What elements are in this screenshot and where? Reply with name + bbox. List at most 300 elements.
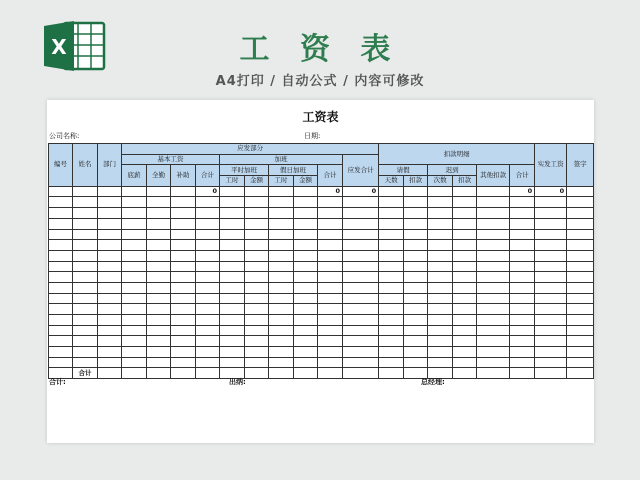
table-cell[interactable] [196,229,220,240]
table-cell[interactable] [294,347,318,358]
table-cell[interactable] [122,304,147,315]
table-cell[interactable] [98,218,122,229]
table-cell[interactable] [294,368,318,379]
table-cell[interactable] [196,197,220,208]
table-cell[interactable] [453,197,477,208]
table-cell[interactable] [98,250,122,261]
table-cell[interactable] [269,218,294,229]
table-cell[interactable] [245,186,269,197]
table-cell[interactable] [171,197,196,208]
table-cell[interactable] [73,250,98,261]
table-cell[interactable] [294,304,318,315]
table-cell[interactable] [318,282,343,293]
table-cell[interactable] [379,272,404,283]
table-cell[interactable] [269,240,294,251]
table-cell[interactable] [453,272,477,283]
table-cell[interactable] [171,218,196,229]
table-cell[interactable] [220,240,245,251]
table-cell[interactable] [318,293,343,304]
table-cell[interactable] [196,218,220,229]
table-cell[interactable] [147,240,171,251]
table-cell[interactable] [245,218,269,229]
table-cell[interactable] [318,229,343,240]
table-cell[interactable] [73,336,98,347]
table-cell[interactable] [318,218,343,229]
table-cell[interactable] [196,272,220,283]
table-cell[interactable] [73,186,98,197]
table-cell[interactable] [147,261,171,272]
table-cell[interactable] [379,357,404,368]
table-cell[interactable] [269,197,294,208]
table-cell[interactable] [73,197,98,208]
table-cell[interactable] [122,229,147,240]
table-cell[interactable] [147,282,171,293]
table-cell[interactable] [196,304,220,315]
table-cell[interactable] [73,240,98,251]
table-cell[interactable] [294,197,318,208]
table-cell[interactable] [147,357,171,368]
table-cell[interactable] [98,240,122,251]
table-cell[interactable] [453,368,477,379]
table-cell[interactable] [73,304,98,315]
table-cell[interactable] [49,208,73,219]
table-cell[interactable] [567,325,594,336]
table-cell[interactable] [220,186,245,197]
table-cell[interactable] [343,261,379,272]
table-cell[interactable] [147,325,171,336]
table-cell[interactable] [567,357,594,368]
table-cell[interactable] [196,368,220,379]
table-cell[interactable] [510,218,535,229]
table-cell[interactable] [379,293,404,304]
table-cell[interactable] [98,315,122,326]
table-cell[interactable] [428,261,453,272]
table-cell[interactable] [510,325,535,336]
table-cell[interactable] [567,240,594,251]
table-cell[interactable] [196,357,220,368]
table-cell[interactable] [49,315,73,326]
table-cell[interactable] [318,347,343,358]
table-cell[interactable] [379,197,404,208]
table-cell[interactable] [294,229,318,240]
table-cell[interactable] [245,197,269,208]
table-cell[interactable] [510,282,535,293]
table-cell[interactable] [294,336,318,347]
table-cell[interactable] [122,240,147,251]
table-cell[interactable] [98,261,122,272]
table-cell[interactable] [343,272,379,283]
table-cell[interactable] [318,250,343,261]
table-cell[interactable] [122,186,147,197]
table-cell[interactable] [122,293,147,304]
table-cell[interactable] [477,282,510,293]
table-cell[interactable] [567,282,594,293]
table-cell[interactable] [379,304,404,315]
table-cell[interactable] [510,368,535,379]
table-cell[interactable] [49,261,73,272]
table-cell[interactable] [196,347,220,358]
table-cell[interactable] [49,347,73,358]
table-cell[interactable] [510,250,535,261]
table-cell[interactable] [535,197,567,208]
table-cell[interactable] [147,336,171,347]
table-cell[interactable] [294,293,318,304]
table-cell[interactable] [245,293,269,304]
table-cell[interactable] [171,357,196,368]
table-cell[interactable] [428,325,453,336]
table-cell[interactable] [510,240,535,251]
table-cell[interactable] [73,272,98,283]
table-cell[interactable] [269,368,294,379]
table-cell[interactable] [245,272,269,283]
table-cell[interactable] [535,272,567,283]
table-cell[interactable] [379,218,404,229]
table-cell[interactable] [147,208,171,219]
table-cell[interactable] [294,315,318,326]
table-cell[interactable] [567,261,594,272]
table-cell[interactable] [453,357,477,368]
table-cell[interactable] [269,293,294,304]
table-cell[interactable] [404,250,428,261]
table-cell[interactable] [477,325,510,336]
table-cell[interactable] [245,347,269,358]
table-cell[interactable] [98,325,122,336]
table-cell[interactable] [171,261,196,272]
table-cell[interactable] [567,272,594,283]
table-cell[interactable] [510,293,535,304]
table-cell[interactable] [122,250,147,261]
table-cell[interactable] [269,272,294,283]
table-cell[interactable] [220,347,245,358]
table-cell[interactable] [294,325,318,336]
table-cell[interactable] [245,261,269,272]
table-cell[interactable] [122,347,147,358]
table-cell[interactable] [535,261,567,272]
table-cell[interactable] [343,304,379,315]
table-cell[interactable] [567,368,594,379]
table-cell[interactable]: 0 [196,186,220,197]
table-cell[interactable] [343,282,379,293]
table-cell[interactable] [379,208,404,219]
table-cell[interactable] [379,261,404,272]
table-cell[interactable] [510,347,535,358]
table-cell[interactable] [171,240,196,251]
table-cell[interactable] [453,218,477,229]
table-cell[interactable] [428,293,453,304]
table-cell[interactable] [220,208,245,219]
table-cell[interactable] [196,250,220,261]
table-cell[interactable] [453,282,477,293]
table-cell[interactable] [220,218,245,229]
table-cell[interactable] [343,208,379,219]
table-cell[interactable] [477,293,510,304]
table-cell[interactable] [73,282,98,293]
table-cell[interactable] [171,336,196,347]
table-cell[interactable] [245,250,269,261]
table-cell[interactable] [453,315,477,326]
table-cell[interactable] [122,261,147,272]
table-cell[interactable] [453,240,477,251]
table-cell[interactable] [453,304,477,315]
table-cell[interactable] [510,229,535,240]
table-cell[interactable] [404,261,428,272]
table-cell[interactable] [318,261,343,272]
table-cell[interactable] [122,368,147,379]
table-cell[interactable] [171,186,196,197]
table-cell[interactable] [122,336,147,347]
table-cell[interactable] [49,282,73,293]
table-cell[interactable] [343,240,379,251]
table-cell[interactable] [98,186,122,197]
table-cell[interactable] [477,250,510,261]
table-cell[interactable] [567,208,594,219]
table-cell[interactable] [535,250,567,261]
table-cell[interactable] [73,208,98,219]
table-cell[interactable] [343,218,379,229]
table-cell[interactable] [269,282,294,293]
table-cell[interactable] [404,229,428,240]
table-cell[interactable] [535,218,567,229]
table-cell[interactable] [245,208,269,219]
table-cell[interactable] [535,336,567,347]
table-cell[interactable]: 0 [535,186,567,197]
table-cell[interactable] [147,293,171,304]
table-cell[interactable] [428,229,453,240]
table-cell[interactable] [245,315,269,326]
table-cell[interactable] [294,357,318,368]
table-cell[interactable] [147,304,171,315]
table-cell[interactable] [567,218,594,229]
table-cell[interactable] [171,293,196,304]
table-cell[interactable] [428,304,453,315]
table-cell[interactable] [404,293,428,304]
table-cell[interactable] [535,293,567,304]
table-cell[interactable] [535,208,567,219]
table-cell[interactable] [379,282,404,293]
table-cell[interactable] [453,250,477,261]
table-cell[interactable]: 0 [510,186,535,197]
table-cell[interactable] [122,357,147,368]
table-cell[interactable] [567,250,594,261]
table-cell[interactable] [73,293,98,304]
table-cell[interactable] [171,304,196,315]
table-cell[interactable] [567,347,594,358]
table-cell[interactable] [567,336,594,347]
table-cell[interactable] [98,336,122,347]
table-cell[interactable] [404,325,428,336]
table-cell[interactable] [98,357,122,368]
table-cell[interactable] [535,325,567,336]
table-cell[interactable] [343,197,379,208]
table-cell[interactable] [404,357,428,368]
table-cell[interactable] [245,240,269,251]
table-cell[interactable] [404,208,428,219]
table-cell[interactable] [73,261,98,272]
table-cell[interactable] [453,325,477,336]
table-cell[interactable] [196,336,220,347]
table-cell[interactable] [171,272,196,283]
table-cell[interactable] [269,304,294,315]
table-cell[interactable] [220,250,245,261]
table-cell[interactable] [147,250,171,261]
table-cell[interactable] [269,186,294,197]
table-cell[interactable] [453,208,477,219]
table-cell[interactable] [294,240,318,251]
table-cell[interactable] [510,315,535,326]
table-cell[interactable] [510,336,535,347]
table-cell[interactable] [122,315,147,326]
table-cell[interactable] [404,197,428,208]
table-cell[interactable] [453,186,477,197]
table-cell[interactable] [477,197,510,208]
table-cell[interactable] [196,282,220,293]
table-cell[interactable] [343,357,379,368]
table-cell[interactable] [477,368,510,379]
table-cell[interactable] [98,293,122,304]
table-cell[interactable] [535,240,567,251]
table-cell[interactable] [477,229,510,240]
table-cell[interactable] [220,261,245,272]
table-cell[interactable] [49,272,73,283]
table-cell[interactable] [510,357,535,368]
table-cell[interactable] [453,347,477,358]
table-cell[interactable] [171,282,196,293]
table-cell[interactable] [535,304,567,315]
table-cell[interactable] [98,229,122,240]
table-cell[interactable] [220,357,245,368]
table-cell[interactable] [318,325,343,336]
table-cell[interactable] [294,261,318,272]
table-cell[interactable] [379,315,404,326]
table-cell[interactable] [49,229,73,240]
table-cell[interactable] [220,272,245,283]
table-cell[interactable] [343,250,379,261]
table-cell[interactable] [453,229,477,240]
table-cell[interactable] [535,282,567,293]
table-cell[interactable] [196,240,220,251]
table-cell[interactable] [245,368,269,379]
table-cell[interactable] [147,218,171,229]
table-cell[interactable] [453,261,477,272]
table-cell[interactable] [428,336,453,347]
table-cell[interactable] [318,197,343,208]
table-cell[interactable] [147,368,171,379]
table-cell[interactable]: 0 [318,186,343,197]
table-cell[interactable] [428,250,453,261]
table-cell[interactable] [73,229,98,240]
table-cell[interactable] [535,229,567,240]
table-cell[interactable] [196,293,220,304]
table-cell[interactable] [220,315,245,326]
table-cell[interactable] [428,218,453,229]
table-cell[interactable] [510,272,535,283]
table-cell[interactable] [245,229,269,240]
table-cell[interactable] [428,315,453,326]
table-cell[interactable] [535,315,567,326]
table-cell[interactable] [404,282,428,293]
table-cell[interactable] [171,229,196,240]
table-cell[interactable] [147,315,171,326]
table-cell[interactable] [318,240,343,251]
table-cell[interactable] [567,229,594,240]
table-cell[interactable] [294,282,318,293]
table-cell[interactable] [510,208,535,219]
table-cell[interactable] [220,325,245,336]
table-cell[interactable] [477,261,510,272]
table-cell[interactable] [318,336,343,347]
table-cell[interactable] [49,336,73,347]
table-cell[interactable] [196,315,220,326]
table-cell[interactable] [147,186,171,197]
table-cell[interactable] [196,261,220,272]
table-cell[interactable] [567,197,594,208]
table-cell[interactable] [245,304,269,315]
table-cell[interactable] [318,357,343,368]
table-cell[interactable] [147,347,171,358]
table-cell[interactable] [171,347,196,358]
table-cell[interactable] [269,208,294,219]
table-cell[interactable] [318,368,343,379]
table-cell[interactable] [196,325,220,336]
table-cell[interactable] [98,304,122,315]
table-cell[interactable] [567,315,594,326]
table-cell[interactable] [196,208,220,219]
table-cell[interactable] [171,315,196,326]
table-cell[interactable] [49,240,73,251]
table-cell[interactable] [220,293,245,304]
table-cell[interactable] [477,336,510,347]
table-cell[interactable] [343,347,379,358]
table-cell[interactable] [535,357,567,368]
table-cell[interactable] [477,186,510,197]
table-cell[interactable] [318,304,343,315]
table-cell[interactable] [49,304,73,315]
table-cell[interactable] [404,315,428,326]
table-cell[interactable] [379,250,404,261]
table-cell[interactable] [477,218,510,229]
table-cell[interactable] [220,197,245,208]
table-cell[interactable] [220,229,245,240]
table-cell[interactable] [477,240,510,251]
table-cell[interactable] [73,315,98,326]
table-cell[interactable] [404,336,428,347]
table-cell[interactable] [98,347,122,358]
table-cell[interactable] [49,218,73,229]
table-cell[interactable] [477,357,510,368]
table-cell[interactable] [294,186,318,197]
table-cell[interactable] [245,357,269,368]
table-cell[interactable] [147,272,171,283]
table-cell[interactable] [510,261,535,272]
table-cell[interactable] [567,304,594,315]
table-cell[interactable] [379,325,404,336]
table-cell[interactable] [477,315,510,326]
table-cell[interactable] [269,250,294,261]
table-cell[interactable] [404,186,428,197]
table-cell[interactable] [171,208,196,219]
table-cell[interactable] [122,218,147,229]
table-cell[interactable] [428,282,453,293]
table-cell[interactable] [147,197,171,208]
table-cell[interactable] [171,325,196,336]
table-cell[interactable] [269,357,294,368]
table-cell[interactable] [567,186,594,197]
table-cell[interactable] [269,325,294,336]
table-cell[interactable] [404,272,428,283]
table-cell[interactable] [294,208,318,219]
table-cell[interactable] [343,229,379,240]
table-cell[interactable] [98,272,122,283]
